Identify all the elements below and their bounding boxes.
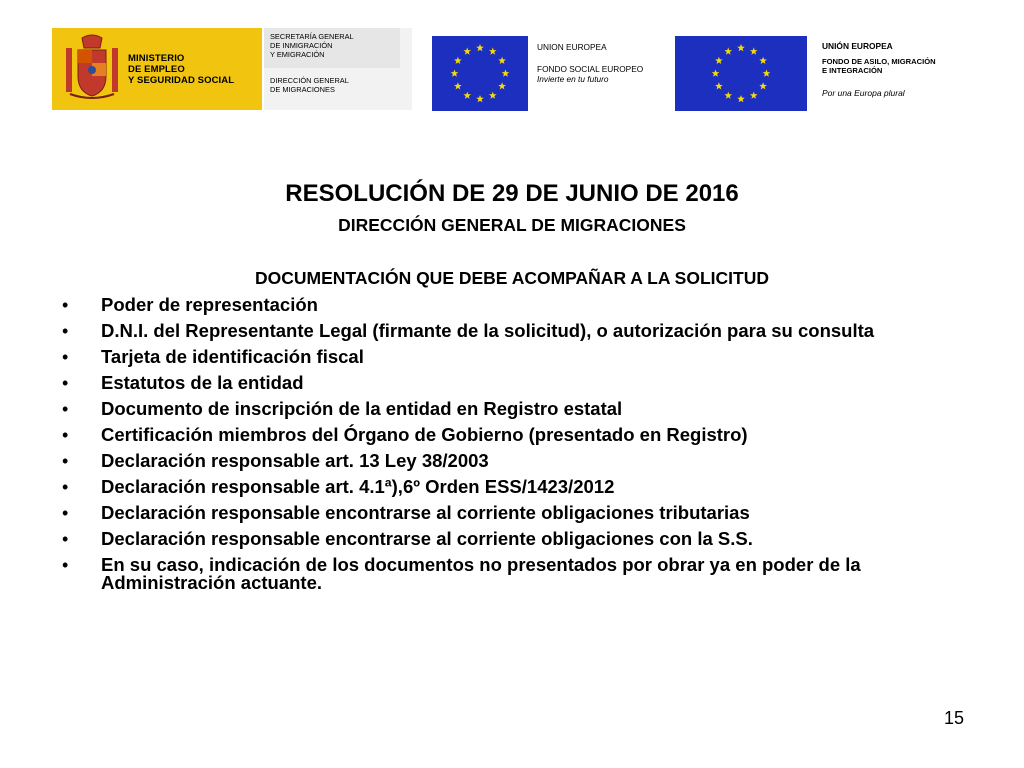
bullet-icon: • bbox=[62, 477, 69, 497]
star-icon bbox=[737, 44, 745, 51]
bullet-icon: • bbox=[62, 503, 69, 523]
star-icon bbox=[724, 47, 732, 54]
section-heading: DOCUMENTACIÓN QUE DEBE ACOMPAÑAR A LA SOLICITUD bbox=[255, 268, 769, 288]
star-icon bbox=[489, 92, 497, 99]
list-item bbox=[0, 322, 1024, 340]
list-item-text: Declaración responsable encontrarse al corriente obligaciones con la S.S. bbox=[101, 528, 753, 549]
list-item bbox=[0, 504, 1024, 522]
star-icon bbox=[489, 47, 497, 54]
list-item bbox=[0, 452, 1024, 470]
star-icon bbox=[498, 57, 506, 64]
list-item-text: Declaración responsable art. 4.1ª),6º Orden ESS/1423/2012 bbox=[101, 476, 615, 497]
bullet-icon: • bbox=[62, 295, 69, 315]
bullet-icon: • bbox=[62, 399, 69, 419]
star-icon bbox=[759, 82, 767, 89]
list-item-text: En su caso, indicación de los documentos no presentados por obrar ya en poder de la Administración actuante. bbox=[101, 554, 861, 593]
bullet-icon: • bbox=[62, 373, 69, 393]
fse-line-3: Invierte en tu futuro bbox=[537, 74, 609, 84]
list-item-text: Tarjeta de identificación fiscal bbox=[101, 346, 364, 367]
secretaria-logo bbox=[264, 28, 412, 110]
list-item-text: Declaración responsable art. 13 Ley 38/2003 bbox=[101, 450, 489, 471]
bullet-icon: • bbox=[62, 347, 69, 367]
star-icon bbox=[724, 92, 732, 99]
page-number: 15 bbox=[943, 708, 964, 728]
list-item bbox=[0, 426, 1024, 444]
star-icon bbox=[712, 70, 720, 77]
documents-list bbox=[0, 296, 1024, 600]
fse-logo-text bbox=[537, 42, 677, 84]
famif-line-2: FONDO DE ASILO, MIGRACIÓN E INTEGRACIÓN bbox=[822, 57, 936, 75]
star-icon bbox=[737, 95, 745, 102]
coat-of-arms-icon bbox=[62, 34, 122, 104]
famif-logo-text bbox=[822, 42, 942, 98]
star-icon bbox=[502, 70, 510, 77]
list-item-text: Documento de inscripción de la entidad en Registro estatal bbox=[101, 398, 623, 419]
ministry-name: MINISTERIO DE EMPLEO Y SEGURIDAD SOCIAL bbox=[128, 52, 235, 86]
star-icon bbox=[498, 82, 506, 89]
list-item-text: D.N.I. del Representante Legal (firmante de la solicitud), o autorización para su consulta bbox=[101, 320, 875, 341]
list-item-text: Estatutos de la entidad bbox=[101, 372, 304, 393]
fse-line-2: FONDO SOCIAL EUROPEO bbox=[537, 64, 644, 74]
resolution-title: RESOLUCIÓN DE 29 DE JUNIO DE 2016 bbox=[285, 180, 739, 207]
star-icon bbox=[454, 82, 462, 89]
logo-banner bbox=[52, 28, 936, 112]
star-icon bbox=[463, 92, 471, 99]
star-icon bbox=[750, 47, 758, 54]
star-icon bbox=[763, 70, 771, 77]
ministry-logo bbox=[52, 28, 262, 110]
bullet-icon: • bbox=[62, 555, 69, 575]
fse-line-1: UNION EUROPEA bbox=[537, 42, 607, 52]
secretaria-name: SECRETARÍA GENERAL DE INMIGRACIÓN Y EMIGRACIÓN bbox=[264, 28, 400, 68]
star-icon bbox=[715, 82, 723, 89]
list-item-text: Declaración responsable encontrarse al corriente obligaciones tributarias bbox=[101, 502, 750, 523]
resolution-subtitle: DIRECCIÓN GENERAL DE MIGRACIONES bbox=[338, 215, 686, 235]
list-item bbox=[0, 400, 1024, 418]
eu-flag-icon bbox=[675, 36, 807, 111]
famif-line-3: Por una Europa plural bbox=[822, 88, 905, 98]
star-icon bbox=[451, 70, 459, 77]
star-icon bbox=[463, 47, 471, 54]
bullet-icon: • bbox=[62, 451, 69, 471]
star-icon bbox=[759, 57, 767, 64]
direccion-name: DIRECCIÓN GENERAL DE MIGRACIONES bbox=[270, 76, 349, 94]
star-icon bbox=[750, 92, 758, 99]
list-item-text: Poder de representación bbox=[101, 294, 318, 315]
eu-flag-icon bbox=[432, 36, 528, 111]
bullet-icon: • bbox=[62, 529, 69, 549]
bullet-icon: • bbox=[62, 321, 69, 341]
list-item bbox=[0, 374, 1024, 392]
star-icon bbox=[715, 57, 723, 64]
list-item bbox=[0, 348, 1024, 366]
star-icon bbox=[454, 57, 462, 64]
list-item bbox=[0, 296, 1024, 314]
list-item-text: Certificación miembros del Órgano de Gobierno (presentado en Registro) bbox=[101, 424, 748, 445]
list-item bbox=[0, 478, 1024, 496]
list-item bbox=[0, 556, 1024, 592]
famif-line-1: UNIÓN EUROPEA bbox=[822, 41, 893, 51]
list-item bbox=[0, 530, 1024, 548]
star-icon bbox=[476, 44, 484, 51]
star-icon bbox=[476, 95, 484, 102]
bullet-icon: • bbox=[62, 425, 69, 445]
